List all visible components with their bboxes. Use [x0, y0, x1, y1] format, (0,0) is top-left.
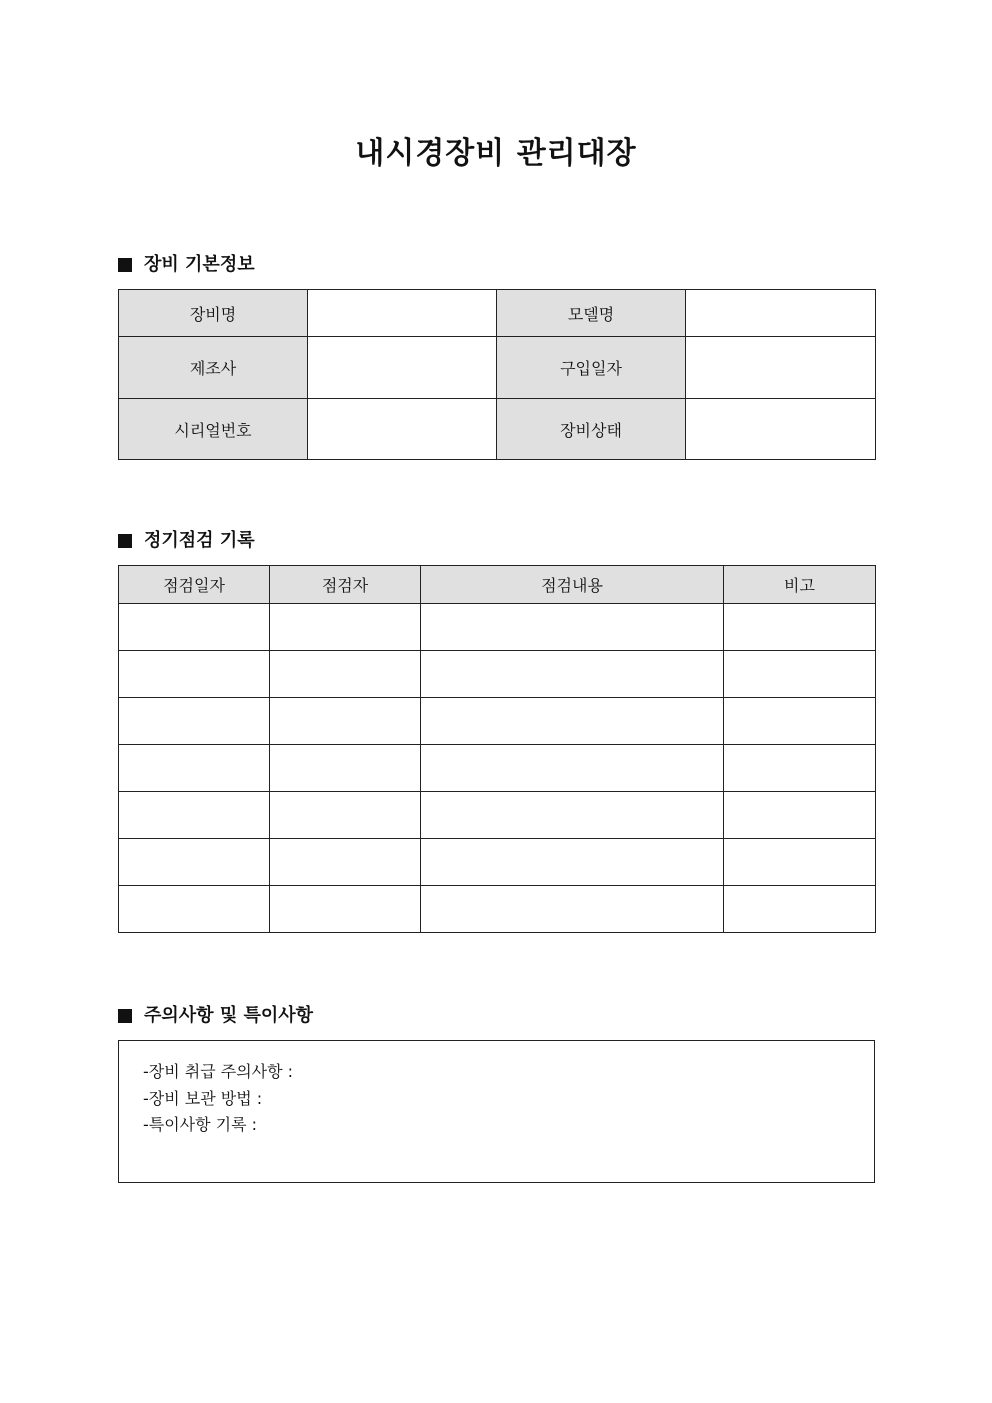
cell-inspection-date[interactable]: [119, 839, 270, 886]
label-serial-number: 시리얼번호: [119, 399, 308, 460]
cell-remarks[interactable]: [724, 604, 876, 651]
notes-heading-text: 주의사항 및 특이사항: [144, 1005, 314, 1026]
cell-remarks[interactable]: [724, 745, 876, 792]
cell-inspector[interactable]: [270, 886, 421, 933]
column-header-inspection-details: 점검내용: [421, 566, 724, 604]
cell-inspection-date[interactable]: [119, 886, 270, 933]
value-purchase-date[interactable]: [686, 337, 876, 399]
cell-inspection-details[interactable]: [421, 745, 724, 792]
cell-remarks[interactable]: [724, 839, 876, 886]
cell-inspection-date[interactable]: [119, 604, 270, 651]
cell-inspector[interactable]: [270, 792, 421, 839]
label-purchase-date: 구입일자: [497, 337, 686, 399]
label-equipment-status: 장비상태: [497, 399, 686, 460]
cell-inspector[interactable]: [270, 839, 421, 886]
note-handling-precautions: -장비 취급 주의사항 :: [143, 1062, 294, 1081]
notes-heading: [118, 1003, 313, 1029]
table-row: [119, 604, 876, 651]
basic-info-row: [119, 337, 876, 399]
basic-info-heading: [118, 252, 255, 278]
value-manufacturer[interactable]: [308, 337, 497, 399]
cell-inspector[interactable]: [270, 604, 421, 651]
column-header-inspection-date: 점검일자: [119, 566, 270, 604]
cell-inspector[interactable]: [270, 745, 421, 792]
note-special-remarks: -특이사항 기록 :: [143, 1115, 258, 1134]
cell-inspection-date[interactable]: [119, 792, 270, 839]
table-row: [119, 698, 876, 745]
basic-info-heading-text: 장비 기본정보: [144, 254, 255, 275]
label-model-name: 모델명: [497, 290, 686, 337]
inspection-header-row: [119, 566, 876, 604]
cell-inspection-details[interactable]: [421, 792, 724, 839]
column-header-remarks: 비고: [724, 566, 876, 604]
cell-remarks[interactable]: [724, 651, 876, 698]
basic-info-table: [118, 289, 876, 460]
inspection-heading: [118, 528, 255, 554]
cell-inspection-details[interactable]: [421, 886, 724, 933]
table-row: [119, 886, 876, 933]
cell-inspection-details[interactable]: [421, 839, 724, 886]
inspection-heading-text: 정기점검 기록: [144, 530, 255, 551]
table-row: [119, 792, 876, 839]
square-bullet-icon: [118, 258, 132, 272]
value-model-name[interactable]: [686, 290, 876, 337]
cell-inspector[interactable]: [270, 698, 421, 745]
column-header-inspector: 점검자: [270, 566, 421, 604]
basic-info-row: [119, 399, 876, 460]
inspection-table: [118, 565, 876, 933]
cell-remarks[interactable]: [724, 698, 876, 745]
cell-inspection-date[interactable]: [119, 745, 270, 792]
value-serial-number[interactable]: [308, 399, 497, 460]
cell-inspector[interactable]: [270, 651, 421, 698]
table-row: [119, 651, 876, 698]
cell-remarks[interactable]: [724, 886, 876, 933]
square-bullet-icon: [118, 1009, 132, 1023]
cell-inspection-details[interactable]: [421, 698, 724, 745]
basic-info-row: [119, 290, 876, 337]
value-equipment-name[interactable]: [308, 290, 497, 337]
cell-inspection-date[interactable]: [119, 651, 270, 698]
label-equipment-name: 장비명: [119, 290, 308, 337]
table-row: [119, 839, 876, 886]
label-manufacturer: 제조사: [119, 337, 308, 399]
cell-inspection-details[interactable]: [421, 651, 724, 698]
table-row: [119, 745, 876, 792]
cell-remarks[interactable]: [724, 792, 876, 839]
square-bullet-icon: [118, 534, 132, 548]
note-storage-method: -장비 보관 방법 :: [143, 1089, 263, 1108]
value-equipment-status[interactable]: [686, 399, 876, 460]
document-title: 내시경장비 관리대장: [355, 136, 637, 171]
cell-inspection-date[interactable]: [119, 698, 270, 745]
cell-inspection-details[interactable]: [421, 604, 724, 651]
notes-box[interactable]: [118, 1040, 875, 1183]
